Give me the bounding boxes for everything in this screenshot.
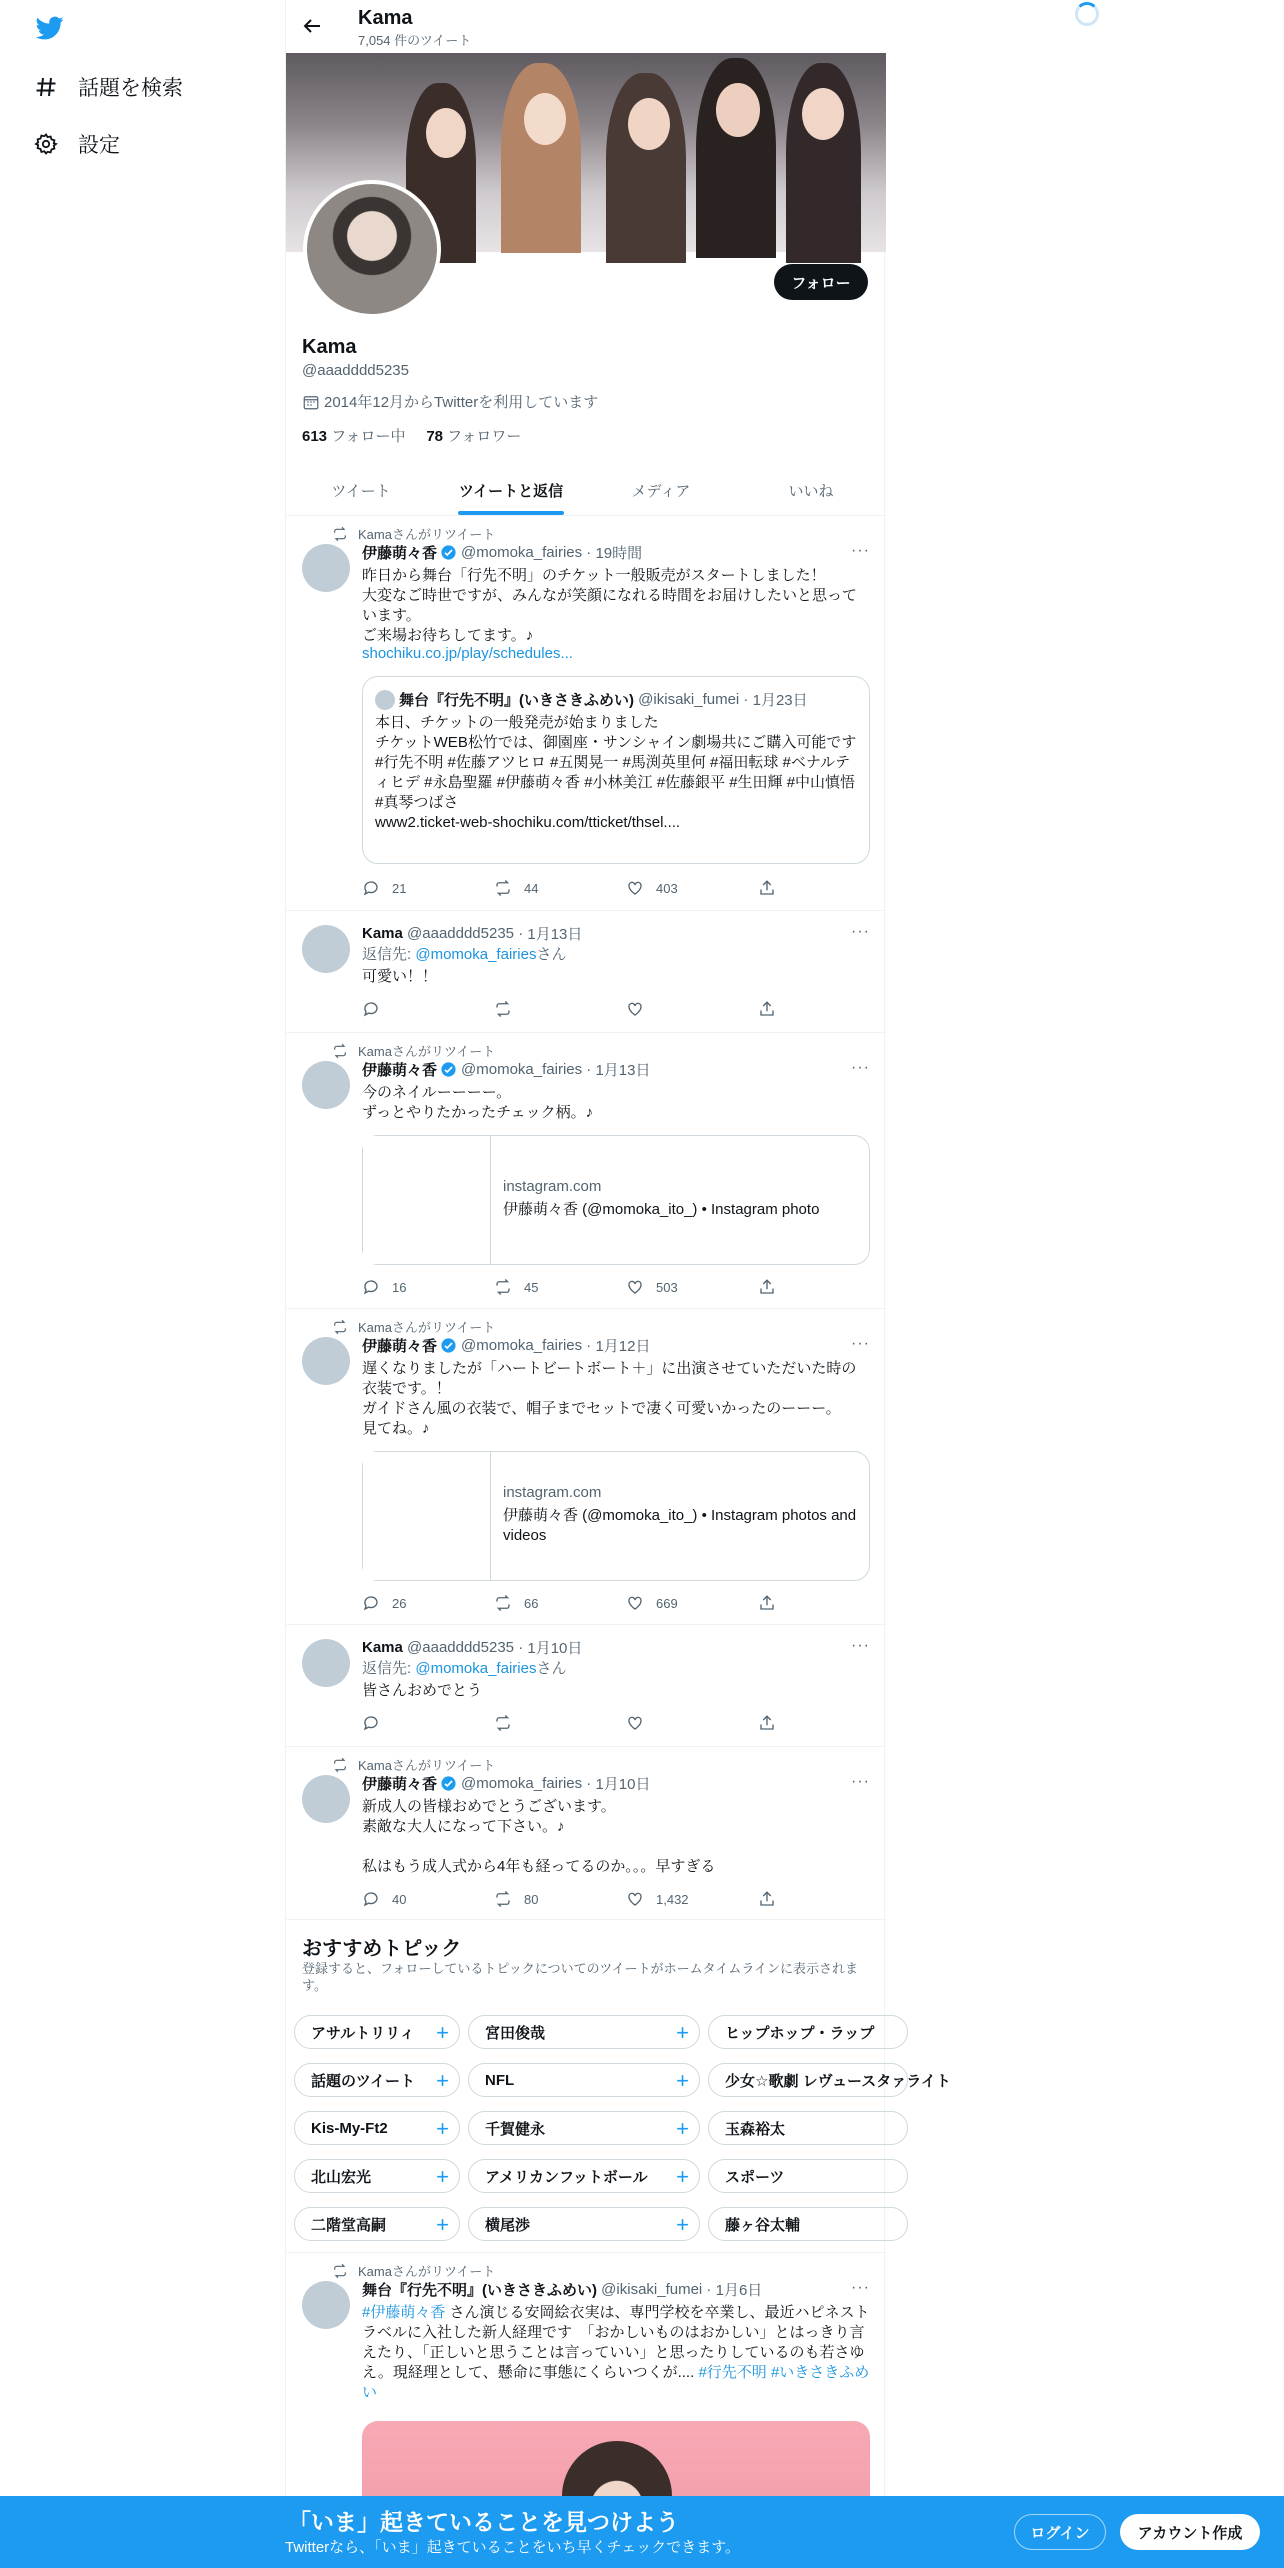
heart-icon [626, 879, 644, 897]
topic-pill[interactable]: 話題のツイート + [294, 2063, 460, 2097]
banner-subtitle: Twitterなら、「いま」起きていることをいち早くチェックできます。 [285, 2539, 741, 2556]
share-icon [758, 1278, 776, 1296]
plus-icon[interactable]: + [436, 2212, 449, 2237]
plus-icon[interactable]: + [676, 2068, 689, 2093]
retweet-icon [494, 1714, 512, 1732]
topic-pill[interactable]: 藤ヶ谷太輔 [708, 2207, 908, 2241]
more-options-icon[interactable]: ··· [851, 542, 870, 559]
retweet-button[interactable] [494, 999, 626, 1019]
verified-badge-icon [440, 544, 457, 561]
heart-icon [626, 1000, 644, 1018]
reply-icon [362, 1000, 380, 1018]
topic-pill[interactable]: アサルトリリィ + [294, 2015, 460, 2049]
hashtag-link[interactable]: #行先不明 #いきさきふめい [362, 2364, 870, 2401]
nav-explore[interactable] [34, 67, 183, 107]
retweet-icon [332, 1043, 348, 1059]
reply-button[interactable]: 21 [362, 878, 494, 898]
topic-pill[interactable]: 玉森裕太 [708, 2111, 908, 2145]
tweet-item[interactable] [286, 1625, 886, 1747]
tweet-avatar[interactable] [302, 1639, 350, 1687]
reply-to-link[interactable]: @momoka_fairies [415, 1660, 537, 1677]
more-options-icon[interactable]: ··· [851, 1637, 870, 1654]
retweet-icon [494, 1890, 512, 1908]
tweet-header: 伊藤萌々香 @momoka_fairies · 1月10日 [362, 1775, 651, 1793]
topic-pill[interactable]: 宮田俊哉 + [468, 2015, 700, 2049]
link-card-domain: instagram.com [503, 1484, 602, 1501]
tweet-time[interactable]: 1月12日 [595, 1338, 651, 1355]
retweet-button[interactable]: 80 [494, 1889, 626, 1909]
tweet-author-handle[interactable]: @ikisaki_fumei [601, 2281, 703, 2298]
retweet-icon [494, 1594, 512, 1612]
tweet-item[interactable] [286, 1033, 886, 1309]
link-card-thumbnail [363, 1136, 491, 1264]
header-title: Kama [358, 7, 413, 29]
gear-icon [34, 132, 58, 156]
plus-icon[interactable]: + [676, 2164, 689, 2189]
tweet-item[interactable] [286, 1747, 886, 1920]
tweet-actions [362, 1277, 802, 1297]
link-card[interactable] [362, 1451, 870, 1581]
calendar-icon [302, 393, 320, 411]
nav-settings[interactable] [34, 124, 120, 164]
more-options-icon[interactable]: ··· [851, 2279, 870, 2296]
plus-icon[interactable]: + [436, 2116, 449, 2141]
plus-icon[interactable]: + [436, 2164, 449, 2189]
profile-handle: @aaadddd5235 [302, 362, 409, 379]
retweet-indicator: Kamaさんがリツイート [332, 1317, 495, 1336]
tweet-avatar[interactable] [302, 1061, 350, 1109]
tweet-header: Kama @aaadddd5235 · 1月10日 [362, 1639, 583, 1657]
back-arrow-icon[interactable] [300, 14, 324, 38]
link-card-title: 伊藤萌々香 (@momoka_ito_) • Instagram photos and videos [503, 1507, 857, 1544]
retweet-button[interactable]: 45 [494, 1277, 626, 1297]
reply-button[interactable]: 40 [362, 1889, 494, 1909]
verified-badge-icon [440, 1775, 457, 1792]
profile-joined-text: 2014年12月からTwitterを利用しています [324, 394, 599, 411]
profile-tabs [286, 466, 886, 516]
heart-icon [626, 1890, 644, 1908]
tweet-avatar[interactable] [302, 925, 350, 973]
profile-stats [302, 425, 521, 446]
tweet-time[interactable]: 1月6日 [715, 2282, 763, 2299]
topic-pill[interactable]: Kis-My-Ft2 + [294, 2111, 460, 2145]
more-options-icon[interactable]: ··· [851, 1059, 870, 1076]
hashtag-icon [34, 75, 58, 99]
profile-header [286, 0, 886, 53]
tweet-header: Kama @aaadddd5235 · 1月13日 [362, 925, 583, 943]
hashtag-link[interactable]: #伊藤萌々香 [362, 2304, 446, 2321]
banner-title: 「いま」起きていることを見つけよう [288, 2509, 679, 2535]
topic-pill[interactable]: 二階堂高嗣 + [294, 2207, 460, 2241]
login-button[interactable]: ログイン [1014, 2514, 1106, 2550]
reply-button[interactable]: 26 [362, 1593, 494, 1613]
tweet-time[interactable]: 19時間 [595, 545, 643, 562]
more-options-icon[interactable]: ··· [851, 1773, 870, 1790]
tweet-header: 伊藤萌々香 @momoka_fairies · 1月13日 [362, 1061, 651, 1079]
tweet-author-handle[interactable]: @aaadddd5235 [407, 925, 515, 942]
tweet-actions [362, 1593, 802, 1613]
verified-badge-icon [440, 1337, 457, 1354]
plus-icon[interactable]: + [676, 2212, 689, 2237]
share-icon [758, 1714, 776, 1732]
tweet-avatar[interactable] [302, 1775, 350, 1823]
heart-icon [626, 1594, 644, 1612]
retweet-icon [332, 1319, 348, 1335]
recommended-topics [286, 1920, 951, 2253]
tweet-item[interactable] [286, 1309, 886, 1625]
retweet-icon [332, 526, 348, 542]
retweet-icon [494, 1000, 512, 1018]
tweet-actions [362, 1713, 802, 1733]
topic-pill[interactable]: ヒップホップ・ラップ [708, 2015, 908, 2049]
like-button[interactable] [626, 999, 758, 1019]
like-button[interactable]: 1,432 [626, 1889, 758, 1909]
topic-pill[interactable]: NFL + [468, 2063, 700, 2097]
heart-icon [626, 1714, 644, 1732]
retweet-icon [494, 1278, 512, 1296]
tweet-item[interactable] [286, 911, 886, 1033]
loading-spinner-icon [1075, 2, 1099, 26]
reply-button[interactable] [362, 999, 494, 1019]
tweet-author-name[interactable]: 舞台『行先不明』(いきさきふめい) [362, 2282, 597, 2299]
link-card-thumbnail [363, 1452, 491, 1580]
signup-banner [0, 2496, 1284, 2568]
tweet-actions [362, 999, 802, 1019]
retweet-indicator: Kamaさんがリツイート [332, 1755, 495, 1774]
tweet-time[interactable]: 1月10日 [527, 1640, 583, 1657]
tweet-time[interactable]: 1月13日 [595, 1062, 651, 1079]
retweet-icon [494, 879, 512, 897]
tweet-author-name[interactable]: Kama [362, 1639, 403, 1656]
heart-icon [626, 1278, 644, 1296]
retweet-indicator: Kamaさんがリツイート [332, 1041, 495, 1060]
link-card[interactable] [362, 1135, 870, 1265]
tweet-avatar[interactable] [302, 544, 350, 592]
share-button[interactable] [758, 1713, 788, 1733]
share-button[interactable] [758, 1889, 788, 1909]
tweet-item[interactable] [286, 516, 886, 911]
link-card-domain: instagram.com [503, 1178, 602, 1195]
tweet-author-handle[interactable]: @momoka_fairies [461, 1061, 583, 1078]
tweet-header: 伊藤萌々香 @momoka_fairies · 19時間 [362, 544, 643, 562]
reply-icon [362, 1714, 380, 1732]
more-options-icon[interactable]: ··· [851, 923, 870, 940]
tweet-text: 新成人の皆様おめでとうございます。 素敵な大人になって下さい。♪ 私はもう成人式から4年も経ってるのか。。。早すぎる [362, 1798, 716, 1875]
reply-icon [362, 1890, 380, 1908]
topic-pill[interactable]: 北山宏光 + [294, 2159, 460, 2193]
topic-pill[interactable]: スポーツ [708, 2159, 908, 2193]
retweet-indicator: Kamaさんがリツイート [332, 2261, 495, 2280]
quoted-tweet[interactable] [362, 676, 870, 864]
signup-button[interactable]: アカウント作成 [1120, 2514, 1260, 2550]
tweet-header: 舞台『行先不明』(いきさきふめい) @ikisaki_fumei · 1月6日 [362, 2281, 763, 2299]
like-button[interactable]: 669 [626, 1593, 758, 1613]
tab-tweets[interactable]: ツイート [331, 483, 391, 500]
tweet-text: 可愛い！！ [362, 968, 438, 985]
tweet-author-name[interactable]: 伊藤萌々香 [362, 1338, 438, 1355]
tweet-media-image[interactable] [362, 2421, 870, 2501]
verified-badge-icon [440, 1061, 457, 1078]
header-tweet-count: 7,054 件のツイート [358, 33, 472, 48]
tab-likes[interactable]: いいね [788, 483, 834, 500]
topic-pill[interactable]: 千賀健永 + [468, 2111, 700, 2145]
tweet-avatar[interactable] [302, 2281, 350, 2329]
followers-link[interactable]: 78 フォロワー [426, 428, 522, 445]
topics-title: おすすめトピック [302, 1938, 462, 1960]
tweet-header: 伊藤萌々香 @momoka_fairies · 1月12日 [362, 1337, 651, 1355]
tweet-text: 昨日から舞台「行先不明」のチケット一般販売がスタートしました！ 大変なご時世ですが、みんなが笑顔になれる時間をお届けしたいと思っています。 ご来場お待ちしてます。♪ [362, 567, 858, 644]
main-column [285, 0, 951, 2568]
plus-icon[interactable]: + [436, 2068, 449, 2093]
nav-explore-label: 話題を検索 [78, 77, 183, 100]
tweet-author-name[interactable]: 伊藤萌々香 [362, 1062, 438, 1079]
reply-button[interactable] [362, 1713, 494, 1733]
tweet-time[interactable]: 1月13日 [527, 926, 583, 943]
tweet-text: 今のネイルーーーー。 ずっとやりたかったチェック柄。♪ [362, 1084, 594, 1121]
retweet-button[interactable]: 44 [494, 878, 626, 898]
retweet-icon [332, 1757, 348, 1773]
like-button[interactable] [626, 1713, 758, 1733]
reply-to-link[interactable]: @momoka_fairies [415, 946, 537, 963]
plus-icon[interactable]: + [676, 2116, 689, 2141]
quoted-tweet-header: 舞台『行先不明』(いきさきふめい) @ikisaki_fumei · 1月23日 [375, 689, 808, 710]
like-button[interactable]: 503 [626, 1277, 758, 1297]
tweet-time[interactable]: 1月10日 [595, 1776, 651, 1793]
tweet-text: #伊藤萌々香 さん演じる安岡絵衣実は、専門学校を卒業し、最近ハピネストラベルに入社した新人経理です 「おかしいものはおかしい」とはっきり言えたり、「正しいと思うことは言っていい」と思ったりしているのも若さゆえ。現経理として、懸命に事態にくらいつくが.... #行先不明 #いきさきふめい [362, 2304, 870, 2401]
tweet-text: 皆さんおめでとう [362, 1682, 483, 1699]
tweet-author-handle[interactable]: @momoka_fairies [461, 1337, 583, 1354]
plus-icon[interactable]: + [676, 2020, 689, 2045]
retweet-icon [332, 2263, 348, 2279]
link-card-title: 伊藤萌々香 (@momoka_ito_) • Instagram photo [503, 1201, 820, 1218]
twitter-bird-icon[interactable] [34, 14, 66, 42]
share-icon [758, 1000, 776, 1018]
share-icon [758, 1890, 776, 1908]
share-button[interactable] [758, 999, 788, 1019]
reply-icon [362, 879, 380, 897]
tweet-actions [362, 1889, 802, 1909]
retweet-indicator: Kamaさんがリツイート [332, 524, 495, 543]
share-icon [758, 1594, 776, 1612]
share-button[interactable] [758, 1593, 788, 1613]
reply-icon [362, 1278, 380, 1296]
tweet-author-handle[interactable]: @momoka_fairies [461, 1775, 583, 1792]
profile-joined [302, 391, 598, 412]
reply-context: 返信先: @momoka_fairiesさん [362, 1660, 567, 1677]
retweet-button[interactable]: 66 [494, 1593, 626, 1613]
plus-icon[interactable]: + [436, 2020, 449, 2045]
topics-carousel[interactable] [286, 2015, 951, 2255]
tweet-author-name[interactable]: Kama [362, 925, 403, 942]
reply-context: 返信先: @momoka_fairiesさん [362, 946, 567, 963]
following-link[interactable]: 613 フォロー中 [302, 428, 406, 445]
topic-pill[interactable]: 少女☆歌劇 レヴュースタァライト [708, 2063, 908, 2097]
quoted-tweet-text: 本日、チケットの一般発売が始まりました チケットWEB松竹では、御園座・サンシャイン劇場共にご購入可能です #行先不明 #佐藤アツヒロ #五関晃一 #馬渕英里何 #福田転球 #ベナルティヒデ #永島聖羅 #伊藤萌々香 #小林美江 #佐藤銀平 #生田輝 #中山慎悟 #真琴つばさ www2.ticket-web-shochiku.com/tticket/thsel.... [375, 714, 857, 831]
quoted-tweet-avatar [375, 690, 395, 710]
tweet-author-name[interactable]: 伊藤萌々香 [362, 545, 438, 562]
more-options-icon[interactable]: ··· [851, 1335, 870, 1352]
tweet-link[interactable]: shochiku.co.jp/play/schedules... [362, 645, 573, 662]
retweet-button[interactable] [494, 1713, 626, 1733]
topic-pill[interactable]: アメリカンフットボール + [468, 2159, 700, 2193]
share-icon [758, 879, 776, 897]
nav-settings-label: 設定 [78, 134, 120, 157]
tweet-author-name[interactable]: 伊藤萌々香 [362, 1776, 438, 1793]
tweet-author-handle[interactable]: @aaadddd5235 [407, 1639, 515, 1656]
topic-pill[interactable]: 横尾渉 + [468, 2207, 700, 2241]
tab-media[interactable]: メディア [631, 483, 691, 500]
tweet-actions [362, 878, 802, 898]
share-button[interactable] [758, 878, 788, 898]
tweet-text: 遅くなりましたが「ハートビートボート＋」に出演させていただいた時の衣装です。！ ガイドさん風の衣装で、帽子までセットで凄く可愛いかったのーーー。 見てね。♪ [362, 1360, 857, 1437]
tab-tweets-and-replies[interactable]: ツイートと返信 [436, 466, 586, 515]
reply-icon [362, 1594, 380, 1612]
like-button[interactable]: 403 [626, 878, 758, 898]
reply-button[interactable]: 16 [362, 1277, 494, 1297]
share-button[interactable] [758, 1277, 788, 1297]
profile-avatar[interactable] [303, 180, 441, 318]
topics-description: 登録すると、フォローしているトピックについてのツイートがホームタイムラインに表示されます。 [302, 1961, 859, 1993]
tweet-avatar[interactable] [302, 1337, 350, 1385]
profile-name: Kama [302, 336, 357, 358]
tweet-author-handle[interactable]: @momoka_fairies [461, 544, 583, 561]
follow-button[interactable]: フォロー [774, 264, 868, 300]
